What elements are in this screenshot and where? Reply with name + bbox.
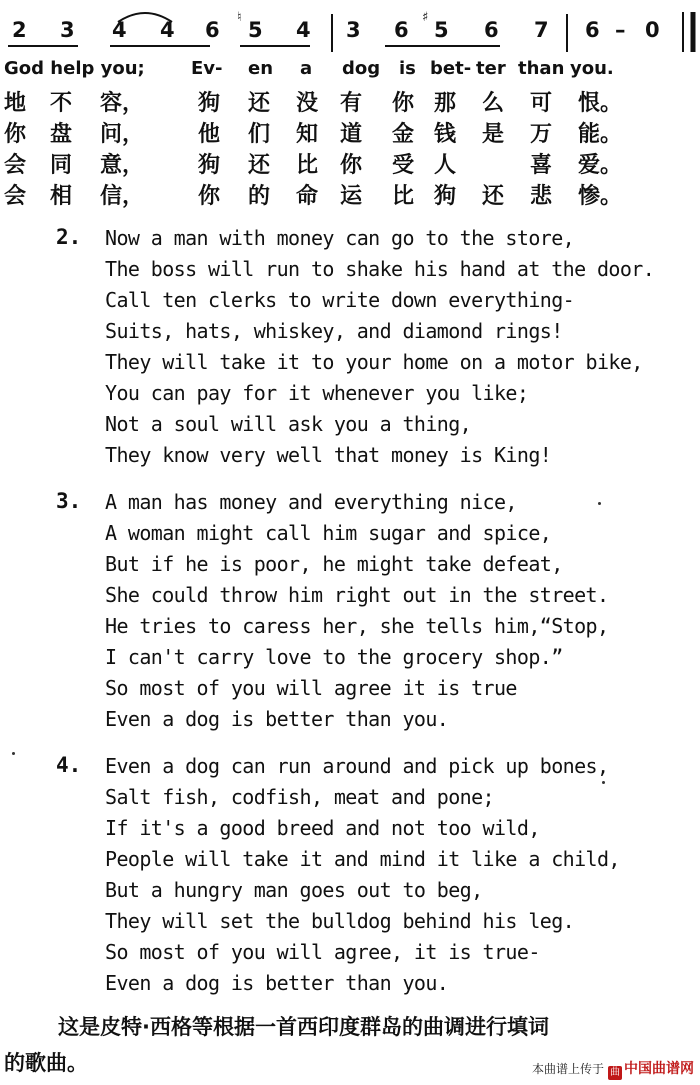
lyric-char: 同 [50, 153, 73, 178]
numbered-notation [0, 8, 700, 52]
note: 6 [205, 18, 220, 42]
verse-line: He tries to caress her, she tells him,“Stop, [105, 614, 609, 638]
lyric-char: 狗 [434, 184, 457, 209]
note: 6 [585, 18, 600, 42]
lyric-char: 那 [434, 91, 457, 116]
note: 7 [534, 18, 549, 42]
lyric-syllable: God help you; [4, 58, 145, 79]
lyric-syllable: ter [476, 58, 506, 79]
lyric-syllable: is [399, 58, 416, 79]
watermark-brand[interactable]: 中国曲谱网 [624, 1061, 694, 1077]
verse-line: The boss will run to shake his hand at the door. [105, 257, 655, 281]
lyric-char: 恨。 [578, 91, 623, 116]
lyric-chinese-2 [0, 117, 700, 145]
lyric-char: 地 [4, 91, 27, 116]
verse-number: 3. [56, 489, 82, 513]
verse-line: I can't carry love to the grocery shop.” [105, 645, 563, 669]
lyric-char: 比 [296, 153, 319, 178]
note: 5 [434, 18, 449, 42]
verse-line: Now a man with money can go to the store, [105, 226, 575, 250]
lyric-char: 们 [248, 122, 271, 147]
lyric-char: 没 [296, 91, 319, 116]
lyric-syllable: en [248, 58, 274, 79]
lyric-char: 受 [392, 153, 415, 178]
sharp-sign: ♯ [422, 10, 429, 25]
lyric-char: 盘 [50, 122, 73, 147]
note: 4 [160, 18, 175, 42]
verse-line: She could throw him right out in the street. [105, 583, 609, 607]
verse-line: Suits, hats, whiskey, and diamond rings! [105, 319, 563, 343]
lyric-char: 喜 [530, 153, 553, 178]
lyric-char: 狗 [198, 153, 221, 178]
lyric-char: 是 [482, 122, 505, 147]
note: 3 [60, 18, 75, 42]
note: 5 [248, 18, 263, 42]
verse-line: But if he is poor, he might take defeat, [105, 552, 563, 576]
lyric-char: 你 [198, 184, 221, 209]
verse-line: People will take it and mind it like a child, [105, 847, 620, 871]
verse-line: Even a dog is better than you. [105, 707, 449, 731]
lyric-char: 意， [100, 153, 145, 178]
verse-line: Salt fish, codfish, meat and pone; [105, 785, 494, 809]
site-logo-icon: 曲 [610, 1067, 620, 1078]
note: 6 [394, 18, 409, 42]
lyric-char: 有 [340, 91, 363, 116]
lyric-char: 万 [530, 122, 553, 147]
lyric-char: 的 [248, 184, 271, 209]
lyric-chinese-3 [0, 148, 700, 176]
natural-sign: ♮ [237, 10, 242, 25]
verse-number: 2. [56, 225, 82, 249]
scan-speck [12, 752, 15, 755]
lyric-syllable: you. [570, 58, 614, 79]
lyric-char: 惨。 [578, 184, 623, 209]
lyric-char: 容， [100, 91, 145, 116]
lyric-char: 你 [4, 122, 27, 147]
lyric-char: 会 [4, 153, 27, 178]
lyric-char: 会 [4, 184, 27, 209]
scan-speck [602, 781, 605, 784]
lyric-char: 比 [392, 184, 415, 209]
lyric-char: 可 [530, 91, 553, 116]
note: 4 [296, 18, 311, 42]
lyric-syllable: bet- [430, 58, 472, 79]
lyric-char: 你 [392, 91, 415, 116]
lyric-char: 人 [434, 153, 457, 178]
lyric-char: 狗 [198, 91, 221, 116]
lyric-char: 还 [248, 91, 271, 116]
verse-line: Even a dog can run around and pick up bones, [105, 754, 609, 778]
lyric-syllable: Ev- [191, 58, 223, 79]
lyric-char: 你 [340, 153, 363, 178]
verse-line: So most of you will agree, it is true- [105, 940, 540, 964]
watermark-prefix: 本曲谱上传于 [531, 1062, 604, 1076]
verse-number: 4. [56, 753, 82, 777]
verse-line: If it's a good breed and not too wild, [105, 816, 540, 840]
verse-line: A man has money and everything nice, [105, 490, 517, 514]
verse-line: You can pay for it whenever you like; [105, 381, 529, 405]
note: 2 [12, 18, 27, 42]
lyric-syllable: a [300, 58, 313, 79]
lyric-char: 爱。 [578, 153, 623, 178]
lyric-char: 钱 [434, 122, 457, 147]
verse-line: So most of you will agree it is true [105, 676, 517, 700]
lyric-char: 能。 [578, 122, 623, 147]
verse-line: They will take it to your home on a motor bike, [105, 350, 643, 374]
lyric-chinese-1 [0, 86, 700, 114]
verse-line: A woman might call him sugar and spice, [105, 521, 552, 545]
lyric-char: 金 [392, 122, 415, 147]
lyric-char: 命 [296, 184, 319, 209]
scan-speck [598, 502, 601, 505]
lyric-char: 运 [340, 184, 363, 209]
lyric-char: 问， [100, 122, 145, 147]
verse-line: Even a dog is better than you. [105, 971, 449, 995]
dash: – [615, 18, 626, 42]
lyric-char: 道 [340, 122, 363, 147]
lyric-char: 还 [482, 184, 505, 209]
lyric-char: 知 [296, 122, 319, 147]
lyric-char: 他 [198, 122, 221, 147]
lyric-char: 还 [248, 153, 271, 178]
note: 4 [112, 18, 127, 42]
lyric-char: 悲 [530, 184, 553, 209]
verse-line: They will set the bulldog behind his leg. [105, 909, 575, 933]
site-watermark[interactable] [532, 1058, 694, 1080]
lyric-char: 不 [50, 91, 73, 116]
verse-line: Call ten clerks to write down everything- [105, 288, 575, 312]
verse-line: But a hungry man goes out to beg, [105, 878, 483, 902]
lyric-char: 相 [50, 184, 73, 209]
lyric-char: 信， [100, 184, 145, 209]
lyric-syllable: than [518, 58, 565, 79]
verse-line: They know very well that money is King! [105, 443, 552, 467]
note: 3 [346, 18, 361, 42]
verse-line: Not a soul will ask you a thing, [105, 412, 472, 436]
lyric-syllable: dog [342, 58, 381, 79]
footnote-line-1: 这是皮特·西格等根据一首西印度群岛的曲调进行填词 [58, 1015, 549, 1039]
lyric-chinese-4 [0, 179, 700, 207]
note: 0 [645, 18, 660, 42]
note: 6 [484, 18, 499, 42]
lyric-char: 么 [482, 91, 505, 116]
footnote-line-2: 的歌曲。 [4, 1051, 88, 1075]
